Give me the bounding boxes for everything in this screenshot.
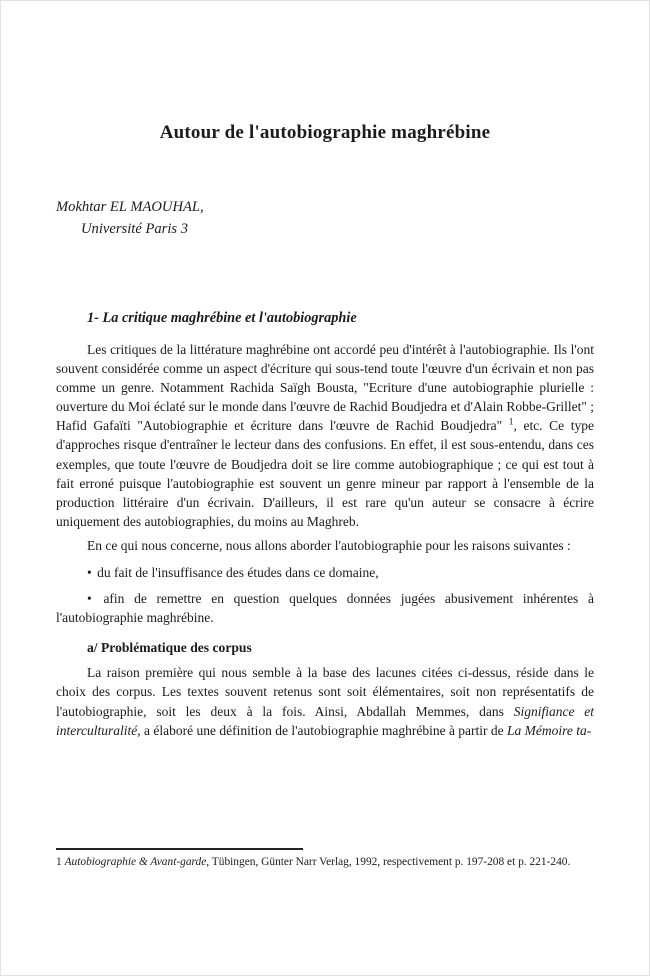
paragraph-text: , etc. Ce type d'approches risque d'entraîner le lecteur dans des confusions. En effet, il est sous-entendu, dans ces exemples, que toute l'œuvre de Boudjedra doit se lire comme autobiographique ; ce qui est tout à fait erroné puisque l'autobiographie est souvent un genre mineur par rapport à l'ensemble de la production littéraire d'un écrivain. D'ailleurs, il est rare qu'un auteur se consacre à écrire uniquement des autobiographies, du moins au Maghreb.	[56, 418, 594, 529]
footnote-separator	[56, 848, 303, 850]
bullet-icon: •	[87, 591, 92, 607]
footnote-area	[56, 848, 594, 968]
author-affiliation: Université Paris 3	[81, 220, 189, 237]
footnote-reference: 1	[508, 417, 514, 428]
paragraph-text: La raison première qui nous semble à la base des lacunes citées ci-dessus, réside dans le choix des corpus. Les textes souvent retenus sont soit élémentaires, soit non représentatifs de l'autobiographie, soit les deux à la fois. Ainsi, Abdallah Memmes, dans	[56, 665, 594, 719]
footnote-text: Tübingen, Günter Narr Verlag, 1992, respectivement p. 197-208 et p. 221-240.	[209, 856, 571, 868]
author-name: Mokhtar EL MAOUHAL,	[56, 199, 204, 215]
bullet-icon: •	[87, 565, 92, 581]
section-heading: 1- La critique maghrébine et l'autobiographie	[87, 310, 357, 326]
subsection-heading: a/ Problématique des corpus	[87, 640, 252, 656]
paragraph-text: Les critiques de la littérature maghrébine ont accordé peu d'intérêt à l'autobiographie. Ils l'ont souvent considérée comme un aspect d'écriture qui sous-tend toute l'œuvre d'un écrivain et non pas comme un genre. Notamment Rachida Saïgh Bousta, "Ecriture d'une autobiographie plurielle : ouverture du Moi éclaté sur le monde dans l'œuvre de Rachid Boudjedra et d'Alain Robbe-Grillet" ; Hafid Gafaïti "Autobiographie et écriture dans l'œuvre de Rachid Boudjedra"	[56, 342, 594, 434]
paragraph	[56, 663, 594, 739]
footnote	[56, 855, 594, 870]
footnote-number: 1	[56, 856, 62, 868]
work-title: La Mémoire ta-	[507, 722, 592, 738]
bullet-item	[56, 563, 594, 582]
paragraph: En ce qui nous concerne, nous allons aborder l'autobiographie pour les raisons suivantes :	[87, 537, 571, 553]
body-text	[56, 340, 594, 740]
bullet-text: du fait de l'insuffisance des études dans ce domaine,	[97, 565, 379, 581]
bullet-item	[56, 589, 594, 627]
page-title: Autour de l'autobiographie maghrébine	[159, 122, 491, 143]
work-title: Signifiance et interculturalité	[56, 703, 595, 738]
author-block	[56, 197, 204, 240]
paragraph-text: , a élaboré une définition de l'autobiographie maghrébine à partir de	[137, 722, 508, 738]
bullet-text: afin de remettre en question quelques données jugées abusivement inhérentes à l'autobiographie maghrébine.	[56, 591, 595, 626]
footnote-work-title: Autobiographie & Avant-garde,	[64, 856, 210, 868]
paragraph	[56, 340, 594, 531]
